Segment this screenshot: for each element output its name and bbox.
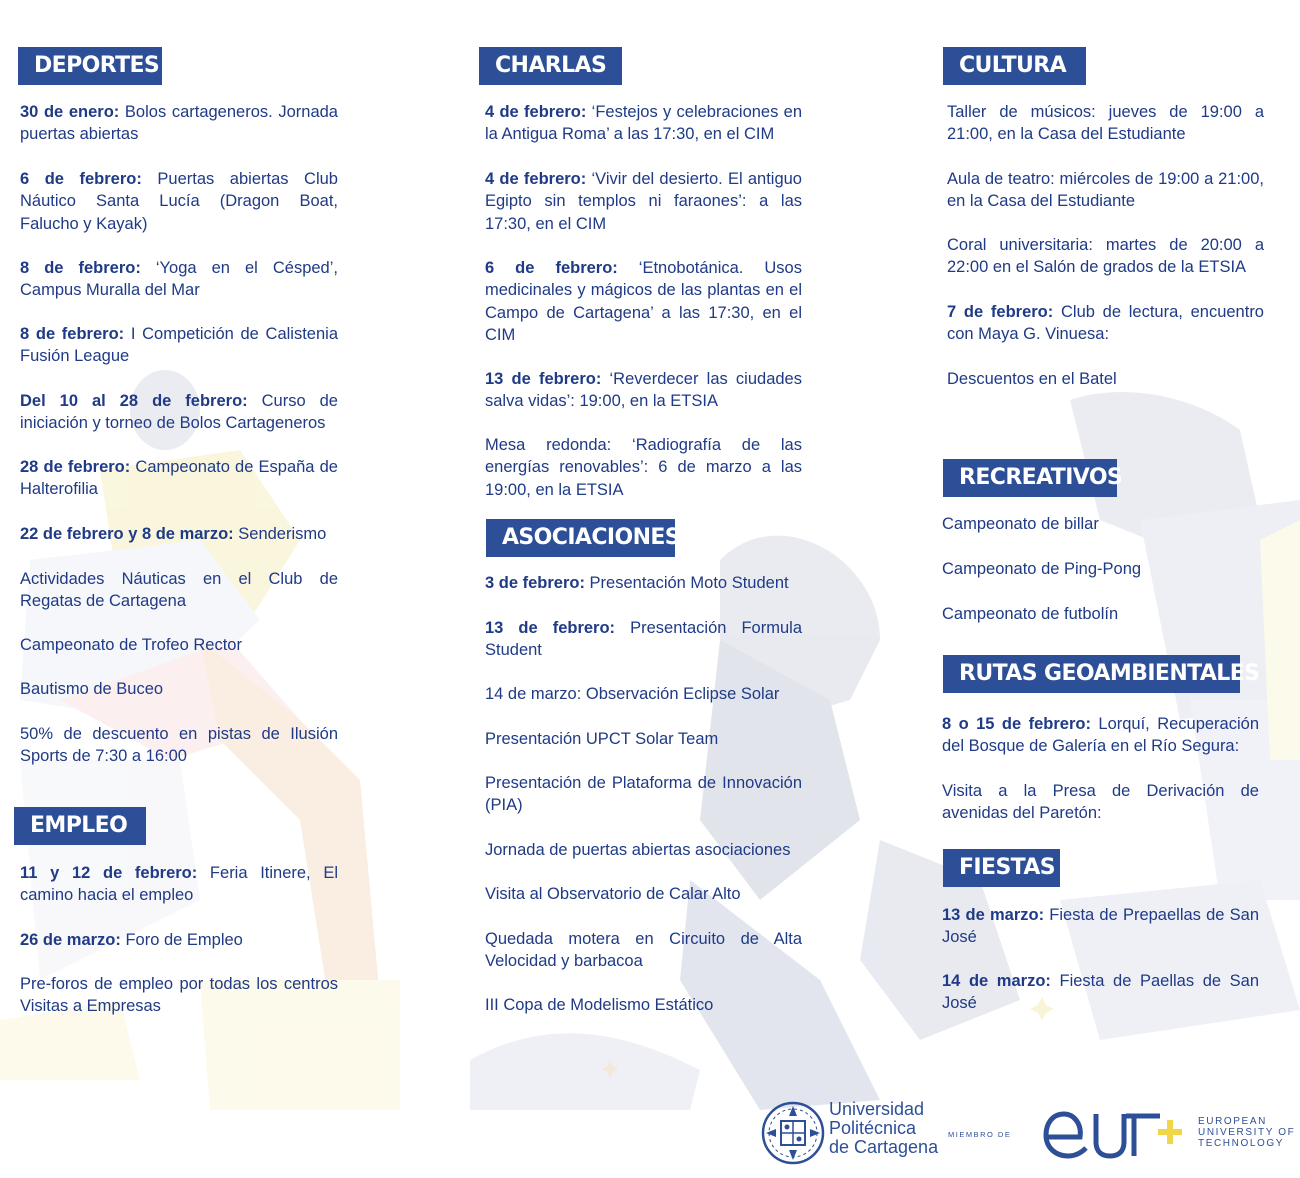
event-text: Foro de Empleo [120,931,243,949]
list-item [485,257,802,346]
event-text: Campeonato de billar [942,515,1099,533]
event-text: Descuentos en el Batel [947,370,1117,388]
event-date: 8 de febrero: [20,259,141,277]
list-item [485,368,802,413]
list-item [485,683,815,705]
list-item [485,839,815,861]
event-date: 7 de febrero: [947,303,1054,321]
eut-tagline [1198,1116,1295,1149]
list-item [20,568,338,613]
list-item [947,101,1264,146]
list-item [20,723,338,768]
event-text: ‘Etnobotánica. Usos medicinales y mágicos de las plantas en el Campo de Cartagena’ a las 17:30, en el CIM [485,259,802,344]
list-item [20,523,350,545]
section-heading-deportes: DEPORTES [18,47,162,85]
event-text: Club de lectura, encuentro con Maya G. Vinuesa: [947,303,1264,344]
list-item [947,368,1264,390]
event-date: 22 de febrero y 8 de marzo: [20,525,234,543]
event-date: 8 de febrero: [20,325,125,343]
event-text: Puertas abiertas Club Náutico Santa Lucía (Dragon Boat, Falucho y Kayak) [20,170,338,233]
event-text: Lorquí, Recuperación del Bosque de Galería en el Río Segura: [942,715,1260,756]
list-item [485,994,815,1016]
event-text: Taller de músicos: jueves de 19:00 a 21:00, en la Casa del Estudiante [947,103,1264,144]
eut-tagline-line: TECHNOLOGY [1198,1138,1285,1149]
list-item [20,929,338,951]
list-item [942,904,1259,949]
list-item [485,101,802,146]
member-label: MIEMBRO DE [948,1130,1012,1139]
event-text: ‘Reverdecer las ciudades salva vidas’: 19:00, en la ETSIA [485,370,802,411]
list-item [485,572,815,594]
event-text: Campeonato de Trofeo Rector [20,636,242,654]
section-heading-fiestas: FIESTAS [943,849,1060,887]
list-item [942,713,1259,758]
list-item [20,390,338,435]
list-item [942,558,1259,580]
event-text: Jornada de puertas abiertas asociaciones [485,841,791,859]
list-item [485,928,802,973]
event-date: 30 de enero: [20,103,120,121]
list-item [485,617,802,662]
university-name [829,1100,938,1157]
list-item [485,772,802,817]
list-item [947,168,1264,213]
event-text: Mesa redonda: ‘Radiografía de las energías renovables’: 6 de marzo a las 19:00, en la ETSIA [485,436,802,499]
list-item [20,101,338,146]
event-text: Fiesta de Prepaellas de San José [942,906,1259,947]
eut-tagline-line: EUROPEAN [1198,1116,1267,1127]
section-heading-charlas: CHARLAS [479,47,622,85]
event-date: 6 de febrero: [20,170,142,188]
event-date: 11 y 12 de febrero: [20,864,198,882]
event-text: Coral universitaria: martes de 20:00 a 22:00 en el Salón de grados de la ETSIA [947,236,1264,277]
event-text: Campeonato de Ping-Pong [942,560,1142,578]
event-text: Aula de teatro: miércoles de 19:00 a 21:00, en la Casa del Estudiante [947,170,1264,211]
event-text: ‘Yoga en el Césped’, Campus Muralla del Mar [20,259,338,300]
upct-seal-icon [760,1100,826,1166]
event-text: Bolos cartageneros. Jornada puertas abiertas [20,103,338,144]
section-heading-rutas-geoambientales: RUTAS GEOAMBIENTALES [943,655,1240,693]
section-heading-cultura: CULTURA [943,47,1086,85]
event-text: Fiesta de Paellas de San José [942,972,1259,1013]
list-item [485,434,802,501]
event-text: Quedada motera en Circuito de Alta Velocidad y barbacoa [485,930,802,971]
section-heading-empleo: EMPLEO [14,807,146,845]
event-date: 26 de marzo: [20,931,121,949]
list-item [20,257,338,302]
list-item [942,780,1259,825]
list-item [20,973,338,1018]
event-text: Campeonato de España de Halterofilia [20,458,338,499]
event-text: Bautismo de Buceo [20,680,164,698]
event-text: 14 de marzo: Observación Eclipse Solar [485,685,780,703]
event-text: Campeonato de futbolín [942,605,1119,623]
list-item [20,456,338,501]
event-date: 28 de febrero: [20,458,131,476]
event-text: 50% de descuento en pistas de Ilusión Sports de 7:30 a 16:00 [20,725,338,766]
event-text: Feria Itinere, El camino hacia el empleo [20,864,338,905]
event-date: 3 de febrero: [485,574,585,592]
event-date: 13 de febrero: [485,370,602,388]
event-text: I Competición de Calistenia Fusión League [20,325,338,366]
list-item [947,301,1264,346]
event-text: Curso de iniciación y torneo de Bolos Cartageneros [20,392,338,433]
university-name-line: de Cartagena [829,1137,939,1157]
event-text: Presentación Moto Student [584,574,789,592]
list-item [20,862,338,907]
list-item [485,728,815,750]
list-item [947,234,1264,279]
event-text: Pre-foros de empleo por todas los centros Visitas a Empresas [20,975,338,1016]
event-text: ‘Vivir del desierto. El antiguo Egipto sin templos ni faraones’: a las 17:30, en el CIM [485,170,802,233]
event-date: 13 de marzo: [942,906,1045,924]
event-text: Actividades Náuticas en el Club de Regatas de Cartagena [20,570,338,611]
list-item [485,883,815,905]
section-heading-asociaciones: ASOCIACIONES [486,519,675,557]
list-item [942,513,1259,535]
list-item [20,678,338,700]
event-text: Presentación de Plataforma de Innovación (PIA) [485,774,802,815]
university-name-line: Universidad [829,1099,925,1119]
section-heading-recreativos: RECREATIVOS [943,459,1117,497]
event-text: Visita al Observatorio de Calar Alto [485,885,741,903]
university-name-line: Politécnica [829,1118,917,1138]
event-text: III Copa de Modelismo Estático [485,996,714,1014]
list-item [485,168,802,235]
event-text: Presentación UPCT Solar Team [485,730,719,748]
event-text: Visita a la Presa de Derivación de avenidas del Paretón: [942,782,1259,823]
event-date: 6 de febrero: [485,259,618,277]
list-item [20,323,338,368]
event-text: ‘Festejos y celebraciones en la Antigua Roma’ a las 17:30, en el CIM [485,103,802,144]
list-item [942,603,1259,625]
event-date: 4 de febrero: [485,170,587,188]
event-text: Presentación Formula Student [485,619,802,660]
list-item [20,634,338,656]
event-date: 13 de febrero: [485,619,616,637]
list-item [20,168,338,235]
list-item [942,970,1259,1015]
event-date: 14 de marzo: [942,972,1051,990]
eut-tagline-line: UNIVERSITY OF [1198,1127,1296,1138]
event-date: 4 de febrero: [485,103,587,121]
event-text: Senderismo [233,525,327,543]
event-date: Del 10 al 28 de febrero: [20,392,248,410]
footer-logos [760,1098,1300,1168]
event-date: 8 o 15 de febrero: [942,715,1091,733]
eut-logo [1042,1102,1202,1162]
